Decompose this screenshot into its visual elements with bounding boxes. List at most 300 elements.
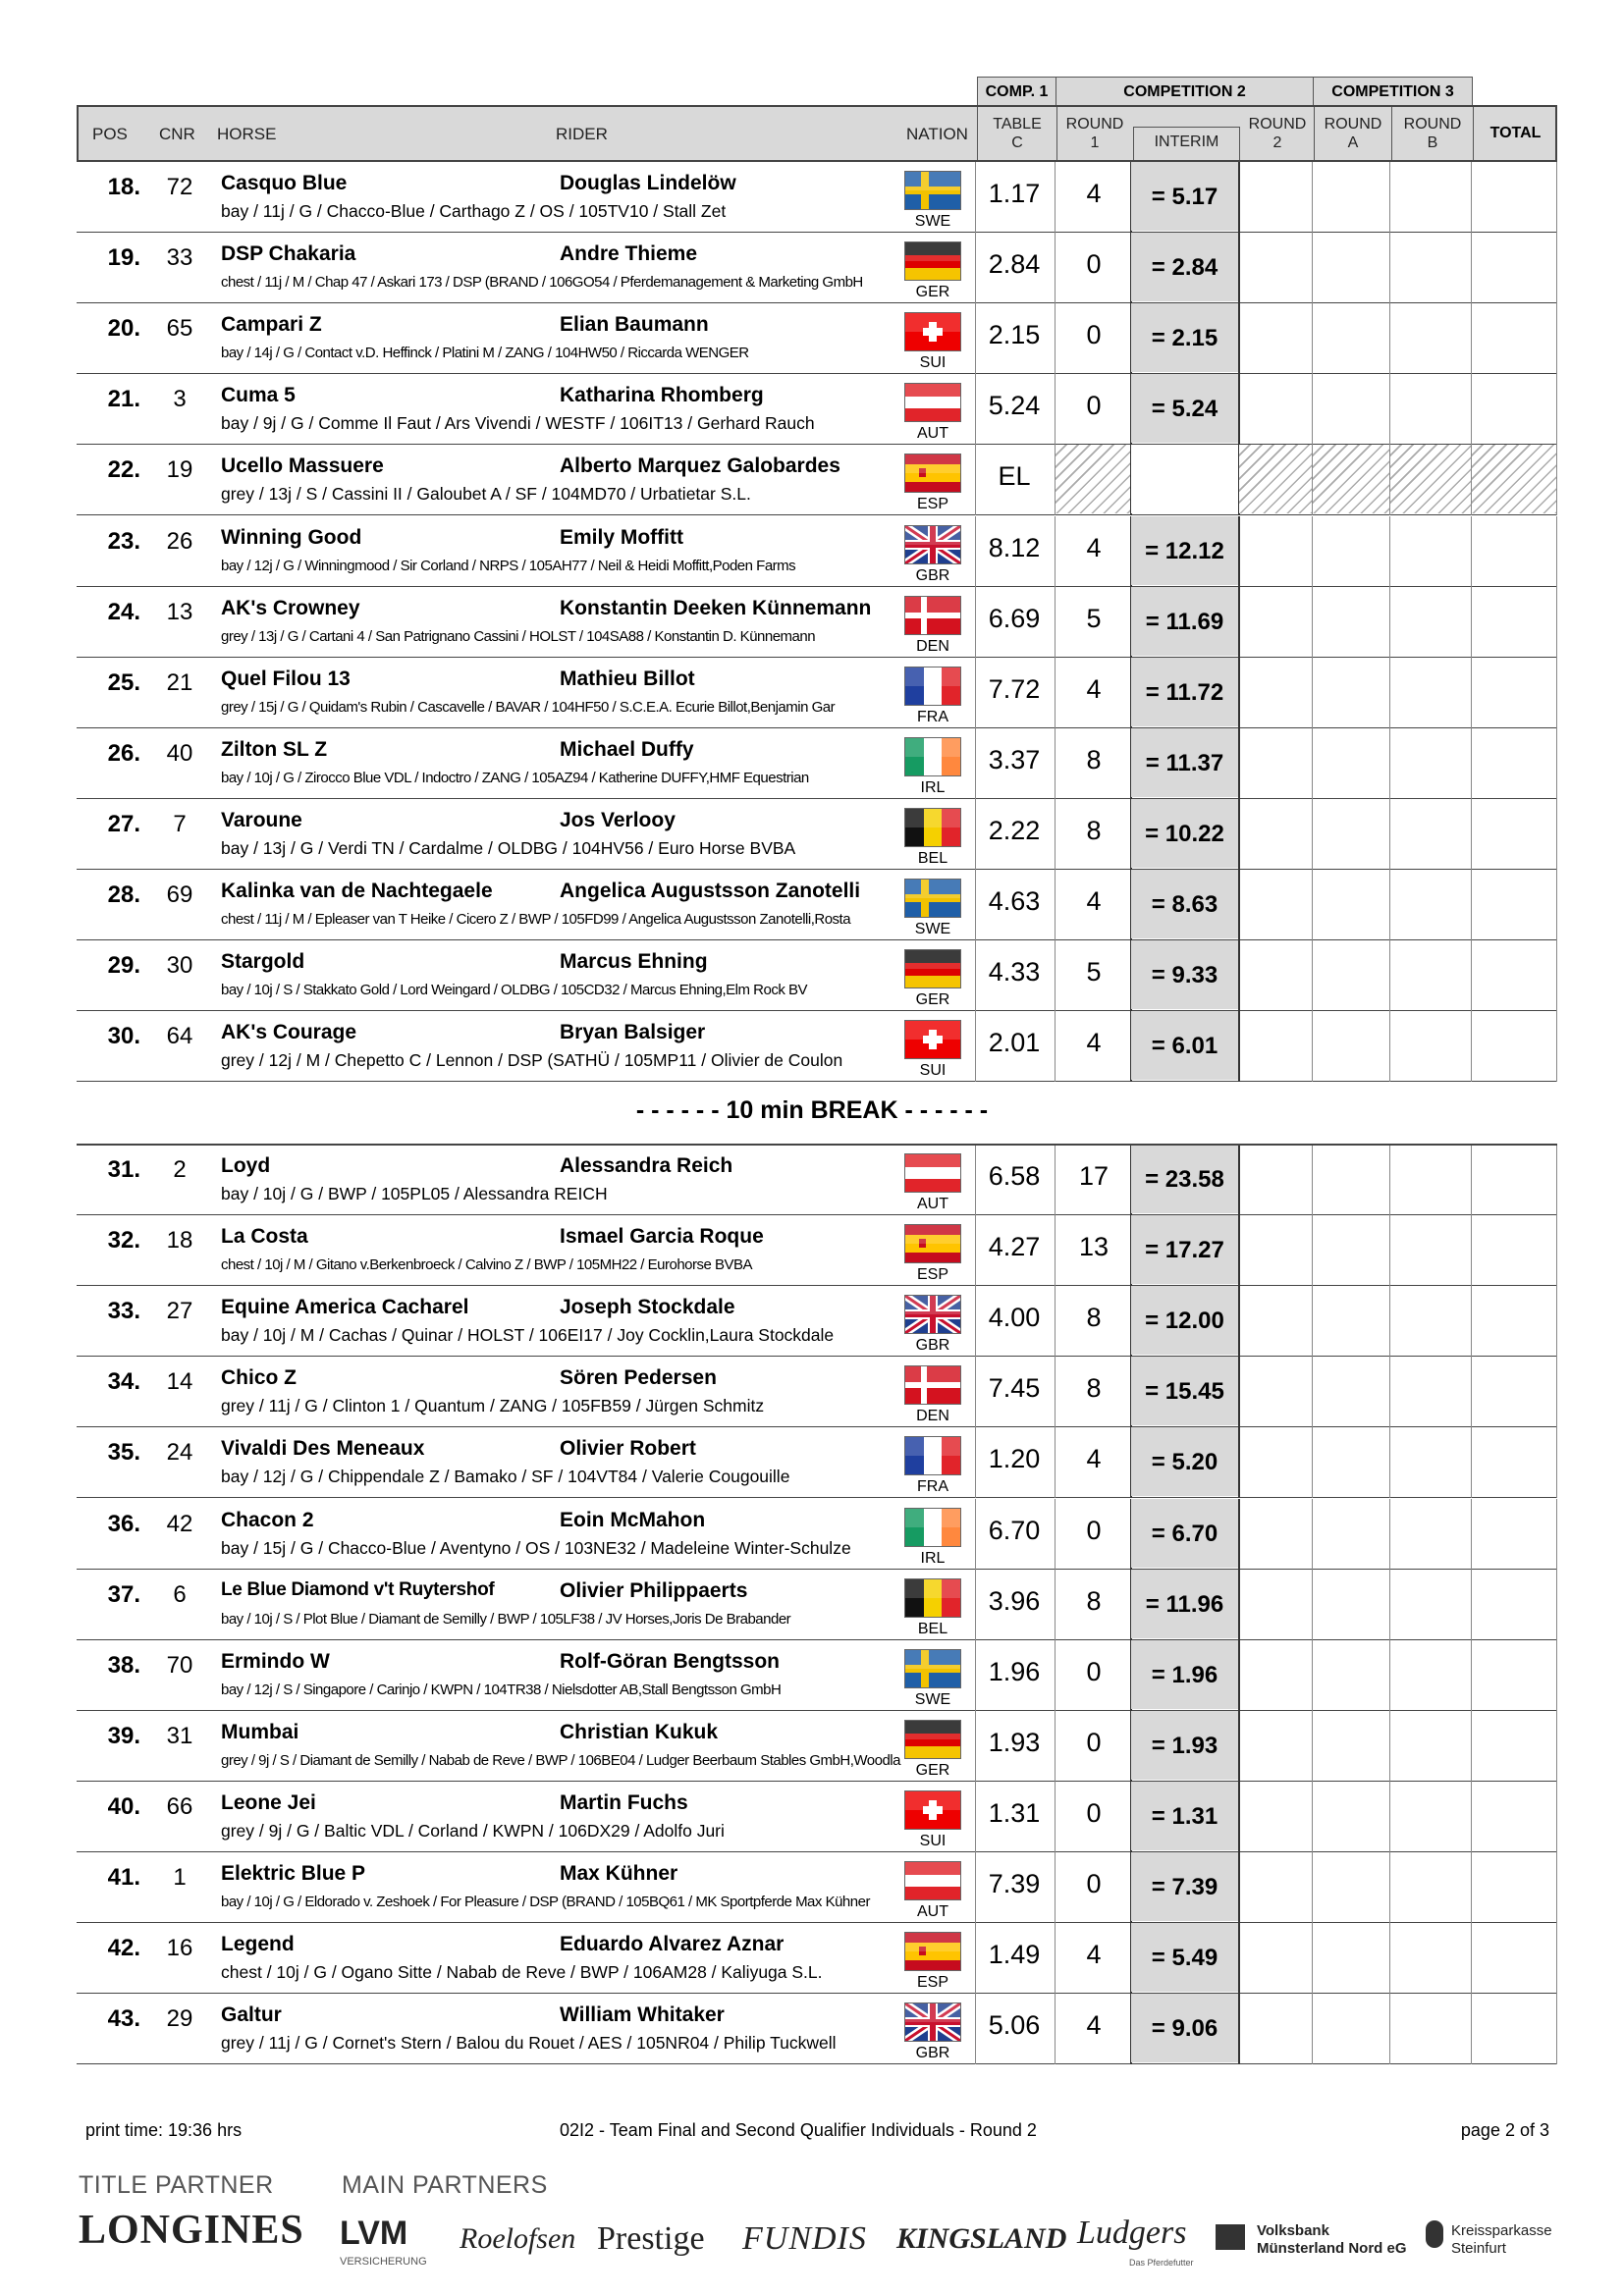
rider-name: Bryan Balsiger xyxy=(560,1021,706,1044)
horse-name: Zilton SL Z xyxy=(221,737,328,761)
table-c-score: 4.33 xyxy=(988,957,1041,988)
interim-score: = 6.70 xyxy=(1151,1520,1218,1547)
round1-score: 0 xyxy=(1086,1515,1102,1545)
horse-name: Equine America Cacharel xyxy=(221,1296,469,1319)
fundis-logo: FUNDIS xyxy=(742,2220,867,2257)
nation-code: ESP xyxy=(916,496,948,513)
rider-name: Alberto Marquez Galobardes xyxy=(560,454,840,478)
volksbank-icon xyxy=(1216,2224,1245,2250)
comp3-group-header: COMPETITION 3 xyxy=(1313,77,1473,106)
interim-score: = 5.49 xyxy=(1151,1945,1218,1972)
nation-code: FRA xyxy=(917,1478,948,1496)
nation-code: SWE xyxy=(914,1690,951,1708)
rider-name: Douglas Lindelöw xyxy=(560,172,736,194)
interim-score: = 7.39 xyxy=(1151,1874,1218,1900)
col-interim: INTERIM xyxy=(1133,127,1240,160)
competitor-number: 40 xyxy=(166,739,193,767)
position: 24. xyxy=(107,598,140,625)
esp-flag-icon xyxy=(904,454,961,493)
table-c-score: 1.93 xyxy=(988,1727,1041,1757)
position: 19. xyxy=(107,244,140,272)
position: 33. xyxy=(107,1298,140,1325)
ludgers-sub: Das Pferdefutter xyxy=(1129,2258,1194,2268)
esp-flag-icon xyxy=(904,1224,961,1263)
nation-code: SUI xyxy=(919,1832,947,1849)
competitor-number: 18 xyxy=(166,1227,193,1255)
fra-flag-icon xyxy=(904,667,961,706)
swe-flag-icon xyxy=(904,879,961,918)
rider-name: Olivier Philippaerts xyxy=(560,1578,748,1602)
competitor-number: 2 xyxy=(173,1156,187,1183)
round1-score: 8 xyxy=(1086,1303,1102,1333)
col-round-b-line2: B xyxy=(1427,134,1438,151)
round1-score: 0 xyxy=(1086,1869,1102,1898)
interim-score: = 9.06 xyxy=(1151,2015,1218,2043)
horse-name: Varoune xyxy=(221,808,302,831)
den-flag-icon xyxy=(904,1365,961,1405)
nation-code: GER xyxy=(915,1761,950,1779)
round1-score: 4 xyxy=(1086,179,1102,208)
result-row xyxy=(77,233,1557,303)
interim-score: = 11.69 xyxy=(1145,608,1224,635)
gbr-flag-icon xyxy=(904,2002,961,2042)
position: 34. xyxy=(107,1368,140,1396)
horse-name: Legend xyxy=(221,1933,295,1956)
col-round1-line1: ROUND xyxy=(1065,116,1124,133)
horse-details: grey / 13j / G / Cartani 4 / San Patrignano Cassini / HOLST / 104SA88 / Konstantin D. Künnemann xyxy=(221,627,816,645)
col-round-a-line2: A xyxy=(1347,134,1359,151)
page-number: page 2 of 3 xyxy=(1460,2120,1549,2140)
nation-code: GBR xyxy=(915,566,950,584)
result-row xyxy=(77,516,1557,587)
round1-score: 8 xyxy=(1086,1585,1102,1616)
competitor-number: 6 xyxy=(173,1580,187,1608)
horse-details: grey / 11j / G / Clinton 1 / Quantum / ZANG / 105FB59 / Jürgen Schmitz xyxy=(221,1396,765,1416)
round1-score: 0 xyxy=(1086,1727,1102,1757)
table-c-score: 2.84 xyxy=(988,249,1041,280)
table-divider xyxy=(77,1144,1557,1146)
nation-code: IRL xyxy=(920,1549,946,1567)
table-c-score: 1.31 xyxy=(988,1797,1041,1828)
horse-details: bay / 12j / G / Winningmood / Sir Corland / NRPS / 105AH77 / Neil & Heidi Moffitt,Poden Farms xyxy=(221,557,796,574)
rider-name: Martin Fuchs xyxy=(560,1790,688,1814)
interim-score: = 10.22 xyxy=(1145,820,1224,847)
gbr-flag-icon xyxy=(904,525,961,564)
table-c-score: 3.96 xyxy=(988,1585,1041,1616)
interim-score: = 8.63 xyxy=(1151,891,1218,918)
horse-name: Kalinka van de Nachtegaele xyxy=(221,880,493,902)
round1-score: 8 xyxy=(1086,815,1102,845)
kingsland-logo: KINGSLAND xyxy=(896,2222,1067,2255)
position: 29. xyxy=(107,952,140,980)
nation-code: GBR xyxy=(915,1337,950,1355)
interim-score: = 15.45 xyxy=(1145,1378,1224,1406)
col-round-b xyxy=(1392,115,1473,152)
rider-name: Elian Baumann xyxy=(560,313,709,337)
horse-details: bay / 10j / G / BWP / 105PL05 / Alessandra REICH xyxy=(221,1184,608,1203)
position: 38. xyxy=(107,1651,140,1679)
round1-score: 4 xyxy=(1086,886,1102,916)
fra-flag-icon xyxy=(904,1436,961,1475)
rider-name: Ismael Garcia Roque xyxy=(560,1225,764,1249)
table-c-score: 6.70 xyxy=(988,1515,1041,1545)
position: 26. xyxy=(107,739,140,767)
volksbank-logo-line2: Münsterland Nord eG xyxy=(1257,2240,1407,2257)
col-round1 xyxy=(1057,115,1132,152)
sui-flag-icon xyxy=(904,312,961,351)
break-label: - - - - - - 10 min BREAK - - - - - - xyxy=(635,1096,989,1124)
rider-name: Konstantin Deeken Künnemann xyxy=(560,596,872,619)
position: 39. xyxy=(107,1722,140,1749)
roelofsen-logo: Roelofsen xyxy=(460,2222,576,2255)
rider-name: William Whitaker xyxy=(560,2003,725,2027)
competitor-number: 29 xyxy=(166,2005,193,2033)
volksbank-logo-line1: Volksbank xyxy=(1257,2222,1329,2239)
horse-name: Casquo Blue xyxy=(221,172,348,194)
nation-code: SWE xyxy=(914,921,951,937)
position: 43. xyxy=(107,2005,140,2033)
interim-score: = 12.12 xyxy=(1145,537,1224,564)
result-row xyxy=(77,374,1557,445)
competitor-number: 19 xyxy=(166,456,193,484)
nation-code: BEL xyxy=(917,1620,948,1637)
interim-score: = 5.20 xyxy=(1151,1449,1218,1476)
horse-details: grey / 13j / S / Cassini II / Galoubet A / SF / 104MD70 / Urbatietar S.L. xyxy=(221,484,751,505)
rider-name: Katharina Rhomberg xyxy=(560,384,764,407)
esp-flag-icon xyxy=(904,1932,961,1971)
col-round2-line2: 2 xyxy=(1272,134,1282,151)
horse-name: La Costa xyxy=(221,1225,308,1249)
result-row xyxy=(77,1570,1557,1640)
table-c-score: 1.17 xyxy=(988,179,1041,208)
competitor-number: 27 xyxy=(166,1298,193,1325)
interim-score: = 1.93 xyxy=(1151,1732,1218,1759)
result-row xyxy=(77,658,1557,728)
result-row xyxy=(77,1357,1557,1427)
result-row xyxy=(77,587,1557,658)
competition-title: 02I2 - Team Final and Second Qualifier Individuals - Round 2 xyxy=(560,2120,1037,2140)
lvm-logo: LVM xyxy=(340,2215,408,2252)
horse-details: bay / 10j / G / Eldorado v. Zeshoek / For Pleasure / DSP (BRAND / 105BQ61 / MK Sportpferde Max Kühner xyxy=(221,1894,870,1910)
horse-details: bay / 9j / G / Comme Il Faut / Ars Vivendi / WESTF / 106IT13 / Gerhard Rauch xyxy=(221,413,815,434)
rider-name: Alessandra Reich xyxy=(560,1154,733,1177)
result-row xyxy=(77,1994,1557,2064)
horse-details: chest / 10j / G / Ogano Sitte / Nabab de Reve / BWP / 106AM28 / Kaliyuga S.L. xyxy=(221,1962,823,1983)
table-c-score: 1.20 xyxy=(988,1444,1041,1474)
interim-score: = 9.33 xyxy=(1151,962,1218,989)
table-c-score: 2.22 xyxy=(988,815,1041,845)
column-header xyxy=(77,105,1557,162)
result-row xyxy=(77,799,1557,870)
competitor-number: 64 xyxy=(166,1023,193,1050)
nation-code: SWE xyxy=(914,213,951,230)
horse-name: Galtur xyxy=(221,2003,282,2027)
table-c-score: 6.69 xyxy=(988,603,1041,633)
horse-details: bay / 12j / G / Chippendale Z / Bamako / SF / 104VT84 / Valerie Cougouille xyxy=(221,1467,790,1487)
ger-flag-icon xyxy=(904,949,961,988)
interim-score: = 6.01 xyxy=(1151,1033,1218,1060)
interim-score: = 11.37 xyxy=(1145,749,1224,776)
position: 32. xyxy=(107,1227,140,1255)
rider-name: Emily Moffitt xyxy=(560,525,683,549)
table-c-score: 4.27 xyxy=(988,1232,1041,1262)
competitor-number: 30 xyxy=(166,952,193,980)
swe-flag-icon xyxy=(904,1649,961,1688)
horse-name: Ucello Massuere xyxy=(221,454,384,478)
swe-flag-icon xyxy=(904,171,961,210)
interim-score: = 11.96 xyxy=(1145,1590,1224,1618)
col-table-c-line1: TABLE xyxy=(993,116,1042,133)
horse-name: Leone Jei xyxy=(221,1790,316,1814)
nation-code: ESP xyxy=(916,1266,948,1284)
rider-name: Jos Verlooy xyxy=(560,808,676,831)
table-c-score: 4.63 xyxy=(988,886,1041,916)
position: 35. xyxy=(107,1439,140,1467)
table-c-score: 1.49 xyxy=(988,1940,1041,1970)
round1-score: 4 xyxy=(1086,1028,1102,1058)
interim-score: = 17.27 xyxy=(1145,1237,1224,1264)
result-row xyxy=(77,1215,1557,1286)
table-c-score: 6.58 xyxy=(988,1161,1041,1191)
competitor-number: 16 xyxy=(166,1935,193,1962)
rider-name: Rolf-Göran Bengtsson xyxy=(560,1649,780,1673)
horse-name: Winning Good xyxy=(221,525,362,549)
position: 36. xyxy=(107,1510,140,1537)
round1-score: 0 xyxy=(1086,1797,1102,1828)
horse-name: Le Blue Diamond v't Ruytershof xyxy=(221,1578,495,1600)
col-nation: NATION xyxy=(906,125,968,143)
print-time: print time: 19:36 hrs xyxy=(85,2120,243,2140)
round1-score: 0 xyxy=(1086,249,1102,280)
round1-score: 4 xyxy=(1086,1444,1102,1474)
horse-name: AK's Crowney xyxy=(221,596,360,619)
horse-name: Loyd xyxy=(221,1154,271,1177)
round1-score: 0 xyxy=(1086,391,1102,421)
position: 42. xyxy=(107,1935,140,1962)
col-table-c-line2: C xyxy=(1011,134,1023,151)
nation-code: GBR xyxy=(915,2045,950,2062)
table-c-score: EL xyxy=(998,461,1031,492)
round1-score: 4 xyxy=(1086,1940,1102,1970)
table-c-score: 2.01 xyxy=(988,1028,1041,1058)
position: 37. xyxy=(107,1580,140,1608)
competitor-number: 33 xyxy=(166,244,193,272)
horse-details: bay / 12j / S / Singapore / Carinjo / KWPN / 104TR38 / Nielsdotter AB,Stall Bengtsson GmbH xyxy=(221,1681,782,1698)
competitor-number: 7 xyxy=(173,810,187,837)
result-row xyxy=(77,1923,1557,1994)
table-c-score: 7.39 xyxy=(988,1869,1041,1898)
col-horse: HORSE xyxy=(217,125,277,143)
sparkasse-logo-line2: Steinfurt xyxy=(1451,2240,1506,2257)
result-row xyxy=(77,1640,1557,1711)
table-c-score: 7.45 xyxy=(988,1373,1041,1404)
col-table-c xyxy=(978,115,1056,152)
nation-code: DEN xyxy=(916,1408,949,1425)
rider-name: Sören Pedersen xyxy=(560,1366,717,1390)
horse-details: grey / 9j / S / Diamant de Semilly / Nabab de Reve / BWP / 106BE04 / Ludger Beerbaum Stables GmbH,Woodla xyxy=(221,1751,900,1769)
main-partners-label: MAIN PARTNERS xyxy=(342,2171,548,2199)
table-c-score: 1.96 xyxy=(988,1656,1041,1686)
horse-details: bay / 10j / M / Cachas / Quinar / HOLST / 106EI17 / Joy Cocklin,Laura Stockdale xyxy=(221,1325,835,1346)
horse-name: AK's Courage xyxy=(221,1021,357,1044)
competitor-number: 14 xyxy=(166,1368,193,1396)
result-row xyxy=(77,1852,1557,1923)
col-round-a-line1: ROUND xyxy=(1324,116,1382,133)
round1-score: 13 xyxy=(1078,1232,1110,1262)
rider-name: Andre Thieme xyxy=(560,242,698,266)
interim-score: = 1.96 xyxy=(1151,1661,1218,1688)
position: 41. xyxy=(107,1864,140,1891)
interim-score: = 11.72 xyxy=(1145,678,1224,706)
competitor-number: 70 xyxy=(166,1651,193,1679)
nation-code: AUT xyxy=(917,1903,948,1920)
round1-score: 17 xyxy=(1078,1161,1110,1191)
round1-score: 5 xyxy=(1086,603,1102,633)
longines-logo: LONGINES xyxy=(79,2208,304,2253)
round1-score: 4 xyxy=(1086,532,1102,562)
position: 30. xyxy=(107,1023,140,1050)
nation-code: GER xyxy=(915,284,950,301)
horse-details: bay / 14j / G / Contact v.D. Heffinck / Platini M / ZANG / 104HW50 / Riccarda WENGER xyxy=(221,345,749,362)
table-c-score: 5.24 xyxy=(988,391,1041,421)
competitor-number: 66 xyxy=(166,1792,193,1820)
col-total: TOTAL xyxy=(1489,125,1542,141)
nation-code: IRL xyxy=(920,778,946,796)
competitor-number: 69 xyxy=(166,881,193,908)
horse-details: chest / 10j / M / Gitano v.Berkenbroeck / Calvino Z / BWP / 105MH22 / Eurohorse BVBA xyxy=(221,1256,753,1274)
competitor-number: 1 xyxy=(173,1864,187,1891)
nation-code: ESP xyxy=(916,1974,948,1992)
horse-details: grey / 9j / G / Baltic VDL / Corland / KWPN / 106DX29 / Adolfo Juri xyxy=(221,1820,725,1841)
result-row xyxy=(77,1499,1557,1570)
horse-name: Elektric Blue P xyxy=(221,1862,366,1885)
competitor-number: 26 xyxy=(166,527,193,555)
interim-score: = 12.00 xyxy=(1145,1308,1224,1335)
position: 23. xyxy=(107,527,140,555)
col-pos: POS xyxy=(92,125,128,143)
horse-name: Quel Filou 13 xyxy=(221,667,351,690)
interim-score: = 2.15 xyxy=(1151,325,1218,352)
nation-code: GER xyxy=(915,991,950,1009)
col-round2-line1: ROUND xyxy=(1248,116,1307,133)
aut-flag-icon xyxy=(904,1861,961,1900)
horse-name: Chico Z xyxy=(221,1366,297,1390)
bel-flag-icon xyxy=(904,808,961,847)
rider-name: Christian Kukuk xyxy=(560,1720,719,1743)
title-partner-label: TITLE PARTNER xyxy=(79,2171,274,2199)
round1-score: 8 xyxy=(1086,1373,1102,1404)
horse-name: Campari Z xyxy=(221,313,322,337)
nation-code: SUI xyxy=(919,1062,947,1080)
competitor-number: 31 xyxy=(166,1722,193,1749)
round1-score: 4 xyxy=(1086,2010,1102,2041)
col-round2 xyxy=(1241,115,1314,152)
position: 20. xyxy=(107,315,140,343)
horse-name: Vivaldi Des Meneaux xyxy=(221,1437,425,1461)
nation-code: DEN xyxy=(916,637,949,655)
horse-name: Ermindo W xyxy=(221,1649,330,1673)
horse-name: Chacon 2 xyxy=(221,1508,314,1531)
interim-score: = 5.17 xyxy=(1151,184,1218,210)
interim-score: = 5.24 xyxy=(1151,396,1218,423)
prestige-logo: Prestige xyxy=(597,2220,705,2257)
table-c-score: 3.37 xyxy=(988,744,1041,774)
horse-details: grey / 11j / G / Cornet's Stern / Balou du Rouet / AES / 105NR04 / Philip Tuckwell xyxy=(221,2033,837,2054)
interim-score: = 1.31 xyxy=(1151,1802,1218,1830)
competitor-number: 65 xyxy=(166,315,193,343)
result-row xyxy=(77,1427,1557,1498)
position: 18. xyxy=(107,174,140,200)
table-c-score: 7.72 xyxy=(988,673,1041,704)
competitor-number: 3 xyxy=(173,386,187,413)
ger-flag-icon xyxy=(904,1720,961,1759)
interim-score: = 23.58 xyxy=(1145,1166,1224,1193)
table-c-score: 8.12 xyxy=(988,532,1041,562)
result-row xyxy=(77,445,1557,515)
den-flag-icon xyxy=(904,596,961,635)
round1-score: 4 xyxy=(1086,673,1102,704)
rider-name: Joseph Stockdale xyxy=(560,1296,735,1319)
comp1-group-header: COMP. 1 xyxy=(977,77,1056,106)
horse-name: DSP Chakaria xyxy=(221,242,356,266)
irl-flag-icon xyxy=(904,737,961,776)
result-row xyxy=(77,1011,1557,1082)
rider-name: Eoin McMahon xyxy=(560,1508,706,1531)
horse-details: grey / 12j / M / Chepetto C / Lennon / DSP (SATHÜ / 105MP11 / Olivier de Coulon xyxy=(221,1050,843,1071)
gbr-flag-icon xyxy=(904,1295,961,1334)
horse-details: bay / 15j / G / Chacco-Blue / Aventyno / OS / 103NE32 / Madeleine Winter-Schulze xyxy=(221,1537,851,1558)
horse-details: bay / 13j / G / Verdi TN / Cardalme / OLDBG / 104HV56 / Euro Horse BVBA xyxy=(221,837,796,858)
position: 25. xyxy=(107,668,140,696)
horse-name: Mumbai xyxy=(221,1720,299,1743)
position: 40. xyxy=(107,1792,140,1820)
round1-score: 0 xyxy=(1086,1656,1102,1686)
horse-details: chest / 11j / M / Epleaser van T Heike / Cicero Z / BWP / 105FD99 / Angelica Augustsson Zanotelli,Rosta xyxy=(221,911,851,928)
table-c-score: 2.15 xyxy=(988,320,1041,350)
position: 22. xyxy=(107,456,140,484)
sui-flag-icon xyxy=(904,1020,961,1059)
horse-details: grey / 15j / G / Quidam's Rubin / Cascavelle / BAVAR / 104HF50 / S.C.E.A. Ecurie Billot,Benjamin Gar xyxy=(221,698,836,716)
rider-name: Olivier Robert xyxy=(560,1437,696,1461)
result-row xyxy=(77,303,1557,374)
result-row xyxy=(77,1145,1557,1215)
nation-code: BEL xyxy=(917,849,948,867)
col-round1-line2: 1 xyxy=(1090,134,1100,151)
irl-flag-icon xyxy=(904,1508,961,1547)
table-c-score: 4.00 xyxy=(988,1303,1041,1333)
aut-flag-icon xyxy=(904,383,961,422)
rider-name: Max Kühner xyxy=(560,1862,678,1885)
sparkasse-icon xyxy=(1426,2220,1443,2248)
rider-name: Angelica Augustsson Zanotelli xyxy=(560,880,861,902)
result-row xyxy=(77,1782,1557,1852)
horse-details: bay / 10j / G / Zirocco Blue VDL / Indoctro / ZANG / 105AZ94 / Katherine DUFFY,HMF Equestrian xyxy=(221,769,809,786)
col-cnr: CNR xyxy=(159,125,195,143)
aut-flag-icon xyxy=(904,1153,961,1193)
interim-cell xyxy=(1131,445,1238,513)
result-row xyxy=(77,1286,1557,1357)
sparkasse-logo-line1: Kreissparkasse xyxy=(1451,2222,1552,2239)
position: 21. xyxy=(107,386,140,413)
horse-details: chest / 11j / M / Chap 47 / Askari 173 / DSP (BRAND / 106GO54 / Pferdemanagement & Marketing GmbH xyxy=(221,274,863,292)
rider-name: Michael Duffy xyxy=(560,737,694,761)
result-row xyxy=(77,728,1557,799)
col-rider: RIDER xyxy=(556,125,608,143)
horse-details: bay / 10j / S / Stakkato Gold / Lord Weingard / OLDBG / 105CD32 / Marcus Ehning,Elm Rock BV xyxy=(221,982,808,999)
comp2-group-header: COMPETITION 2 xyxy=(1056,77,1314,106)
ger-flag-icon xyxy=(904,241,961,281)
competitor-number: 13 xyxy=(166,598,193,625)
